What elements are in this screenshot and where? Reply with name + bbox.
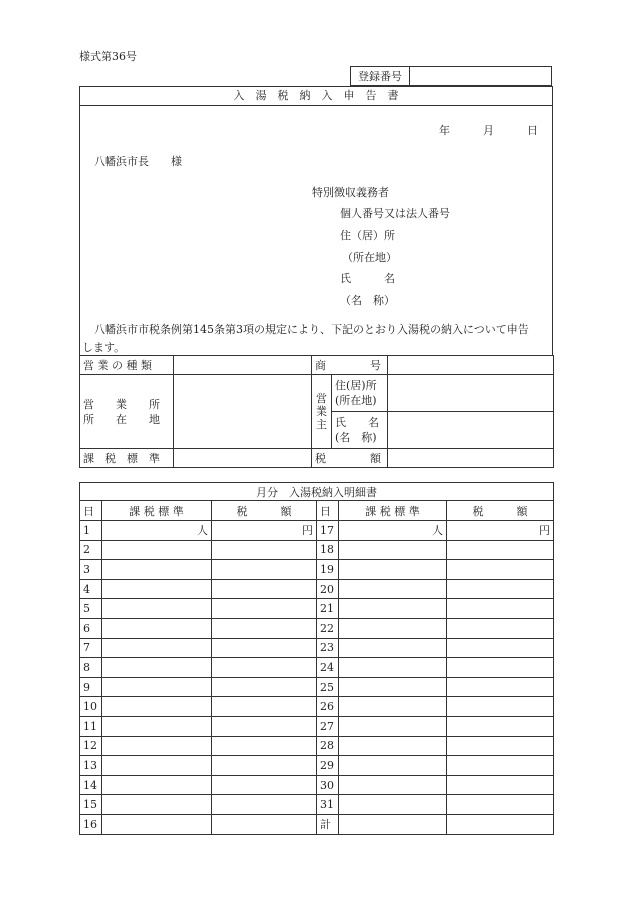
form-number: 様式第36号	[79, 50, 137, 63]
tax-base-cell[interactable]	[102, 775, 212, 795]
tax-base-cell[interactable]	[102, 560, 212, 580]
day-number: 18	[317, 540, 339, 560]
detail-row	[80, 579, 554, 599]
tax-amount-cell[interactable]: 円	[212, 521, 317, 541]
tax-base-cell[interactable]	[339, 677, 447, 697]
tax-base-cell[interactable]	[102, 599, 212, 619]
col-tax-right: 税 額	[447, 501, 554, 521]
tax-base-label: 課 税 標 準	[80, 449, 174, 468]
tax-amount-cell[interactable]	[212, 677, 317, 697]
day-number: 15	[80, 795, 102, 815]
tax-amount-cell[interactable]	[212, 638, 317, 658]
day-number: 19	[317, 560, 339, 580]
day-number: 6	[80, 618, 102, 638]
detail-row	[80, 560, 554, 580]
detail-row	[80, 540, 554, 560]
tax-base-cell[interactable]	[102, 697, 212, 717]
day-number: 4	[80, 579, 102, 599]
tax-base-cell[interactable]: 人	[339, 521, 447, 541]
tax-base-cell[interactable]	[339, 716, 447, 736]
address-label: 住（居）所	[340, 229, 395, 242]
tax-amount-cell[interactable]	[212, 756, 317, 776]
day-number: 22	[317, 618, 339, 638]
col-base-right: 課 税 標 準	[339, 501, 447, 521]
owner-address-label	[332, 375, 388, 412]
tax-base-cell[interactable]	[339, 756, 447, 776]
day-number: 24	[317, 658, 339, 678]
day-number: 14	[80, 775, 102, 795]
obligor-label: 特別徴収義務者	[312, 186, 389, 199]
tax-base-cell[interactable]	[102, 579, 212, 599]
detail-row	[80, 736, 554, 756]
tax-amount-cell[interactable]	[212, 540, 317, 560]
body-text-line1: 八幡浜市市税条例第145条第3項の規定により、下記のとおり入湯税の納入について申告	[94, 323, 529, 336]
tax-base-cell[interactable]	[339, 579, 447, 599]
registration-number-field[interactable]	[410, 67, 552, 86]
tax-amount-cell[interactable]	[212, 814, 317, 834]
form-title: 入 湯 税 納 入 申 告 書	[80, 87, 552, 106]
biz-location-label-2: 所 在 地	[83, 412, 160, 426]
col-day-right: 日	[317, 501, 339, 521]
tax-base-cell[interactable]	[339, 540, 447, 560]
day-number: 26	[317, 697, 339, 717]
tax-base-field[interactable]	[174, 449, 312, 468]
tax-amount-cell[interactable]	[212, 618, 317, 638]
addressee: 八幡浜市長 様	[94, 155, 182, 168]
day-number: 20	[317, 579, 339, 599]
day-number: 13	[80, 756, 102, 776]
day-number: 27	[317, 716, 339, 736]
tax-base-cell[interactable]	[339, 775, 447, 795]
tax-base-cell[interactable]	[102, 540, 212, 560]
tax-amount-cell[interactable]: 円	[447, 521, 554, 541]
registration-label: 登録番号	[351, 67, 410, 86]
detail-row	[80, 658, 554, 678]
business-info-table	[79, 355, 554, 468]
day-number: 10	[80, 697, 102, 717]
day-number: 7	[80, 638, 102, 658]
tax-amount-cell[interactable]	[447, 677, 554, 697]
tax-amount-cell[interactable]	[447, 638, 554, 658]
owner-name-field[interactable]	[388, 412, 554, 449]
registration-box	[350, 66, 552, 86]
biz-type-label: 営 業 の 種 類	[80, 356, 174, 375]
tax-amount-label: 税 額	[312, 449, 388, 468]
owner-address-field[interactable]	[388, 375, 554, 412]
tax-amount-cell[interactable]	[212, 599, 317, 619]
trade-name-label: 商 号	[312, 356, 388, 375]
detail-table	[79, 482, 554, 835]
detail-row	[80, 756, 554, 776]
tax-base-cell[interactable]	[339, 599, 447, 619]
day-number: 9	[80, 677, 102, 697]
tax-amount-cell[interactable]	[447, 775, 554, 795]
tax-base-cell[interactable]: 人	[102, 521, 212, 541]
detail-row	[80, 638, 554, 658]
declaration-frame	[79, 86, 553, 356]
tax-base-cell[interactable]	[339, 795, 447, 815]
tax-amount-cell[interactable]	[447, 716, 554, 736]
tax-base-cell[interactable]	[102, 795, 212, 815]
tax-base-cell[interactable]	[339, 658, 447, 678]
day-number: 30	[317, 775, 339, 795]
detail-row	[80, 599, 554, 619]
biz-type-field[interactable]	[174, 356, 312, 375]
body-text-line2: します。	[82, 341, 126, 354]
name2-label: （名 称）	[340, 294, 395, 307]
tax-amount-cell[interactable]	[447, 736, 554, 756]
col-tax-left: 税 額	[212, 501, 317, 521]
tax-base-cell[interactable]	[339, 814, 447, 834]
col-base-left: 課 税 標 準	[102, 501, 212, 521]
tax-amount-cell[interactable]	[447, 599, 554, 619]
tax-base-cell[interactable]	[339, 618, 447, 638]
tax-base-cell[interactable]	[339, 736, 447, 756]
detail-row	[80, 697, 554, 717]
detail-row	[80, 716, 554, 736]
tax-amount-cell[interactable]	[447, 560, 554, 580]
tax-amount-cell[interactable]	[212, 579, 317, 599]
day-number: 16	[80, 814, 102, 834]
day-number: 21	[317, 599, 339, 619]
tax-base-cell[interactable]	[102, 814, 212, 834]
biz-location-label-1: 営 業 所	[83, 397, 160, 411]
tax-base-cell[interactable]	[102, 736, 212, 756]
tax-amount-cell[interactable]	[447, 618, 554, 638]
tax-amount-cell[interactable]	[212, 795, 317, 815]
tax-base-cell[interactable]	[102, 677, 212, 697]
date-line[interactable]: 年 月 日	[439, 124, 538, 137]
location-label: （所在地）	[342, 251, 397, 264]
tax-base-cell[interactable]	[102, 618, 212, 638]
tax-base-cell[interactable]	[339, 638, 447, 658]
detail-row	[80, 677, 554, 697]
tax-base-cell[interactable]	[102, 756, 212, 776]
tax-amount-cell[interactable]	[447, 795, 554, 815]
tax-base-cell[interactable]	[102, 658, 212, 678]
day-number: 25	[317, 677, 339, 697]
tax-amount-cell[interactable]	[447, 658, 554, 678]
tax-amount-cell[interactable]	[212, 775, 317, 795]
biz-location-field[interactable]	[174, 375, 312, 449]
detail-row	[80, 795, 554, 815]
day-number: 1	[80, 521, 102, 541]
name-label: 氏 名	[340, 272, 395, 285]
tax-base-cell[interactable]	[102, 716, 212, 736]
day-number: 17	[317, 521, 339, 541]
day-number: 11	[80, 716, 102, 736]
tax-amount-cell[interactable]	[447, 579, 554, 599]
day-number: 5	[80, 599, 102, 619]
tax-amount-cell[interactable]	[447, 814, 554, 834]
owner-address-label-1: 住(居)所	[335, 379, 377, 392]
day-number: 23	[317, 638, 339, 658]
owner-name-label-1: 氏 名	[335, 416, 379, 429]
detail-row	[80, 618, 554, 638]
tax-amount-cell[interactable]	[212, 716, 317, 736]
detail-row	[80, 775, 554, 795]
total-label: 計	[317, 814, 339, 834]
tax-base-cell[interactable]	[339, 560, 447, 580]
tax-amount-field[interactable]	[388, 449, 554, 468]
detail-title: 月分 入湯税納入明細書	[80, 483, 554, 501]
day-number: 8	[80, 658, 102, 678]
tax-base-cell[interactable]	[102, 638, 212, 658]
owner-name-label-2: (名 称)	[335, 431, 377, 444]
biz-location-label	[80, 375, 174, 449]
owner-label: 営業主	[312, 375, 332, 449]
day-number: 12	[80, 736, 102, 756]
tax-amount-cell[interactable]	[212, 736, 317, 756]
tax-amount-cell[interactable]	[447, 756, 554, 776]
tax-amount-cell[interactable]	[447, 540, 554, 560]
detail-row	[80, 814, 554, 834]
day-number: 3	[80, 560, 102, 580]
detail-row	[80, 521, 554, 541]
tax-base-cell[interactable]	[339, 697, 447, 717]
tax-amount-cell[interactable]	[212, 658, 317, 678]
day-number: 31	[317, 795, 339, 815]
col-day-left: 日	[80, 501, 102, 521]
id-number-label: 個人番号又は法人番号	[340, 207, 450, 220]
day-number: 28	[317, 736, 339, 756]
tax-amount-cell[interactable]	[212, 697, 317, 717]
tax-amount-cell[interactable]	[212, 560, 317, 580]
trade-name-field[interactable]	[388, 356, 554, 375]
day-number: 29	[317, 756, 339, 776]
day-number: 2	[80, 540, 102, 560]
owner-name-label	[332, 412, 388, 449]
tax-amount-cell[interactable]	[447, 697, 554, 717]
owner-address-label-2: (所在地)	[335, 394, 377, 407]
